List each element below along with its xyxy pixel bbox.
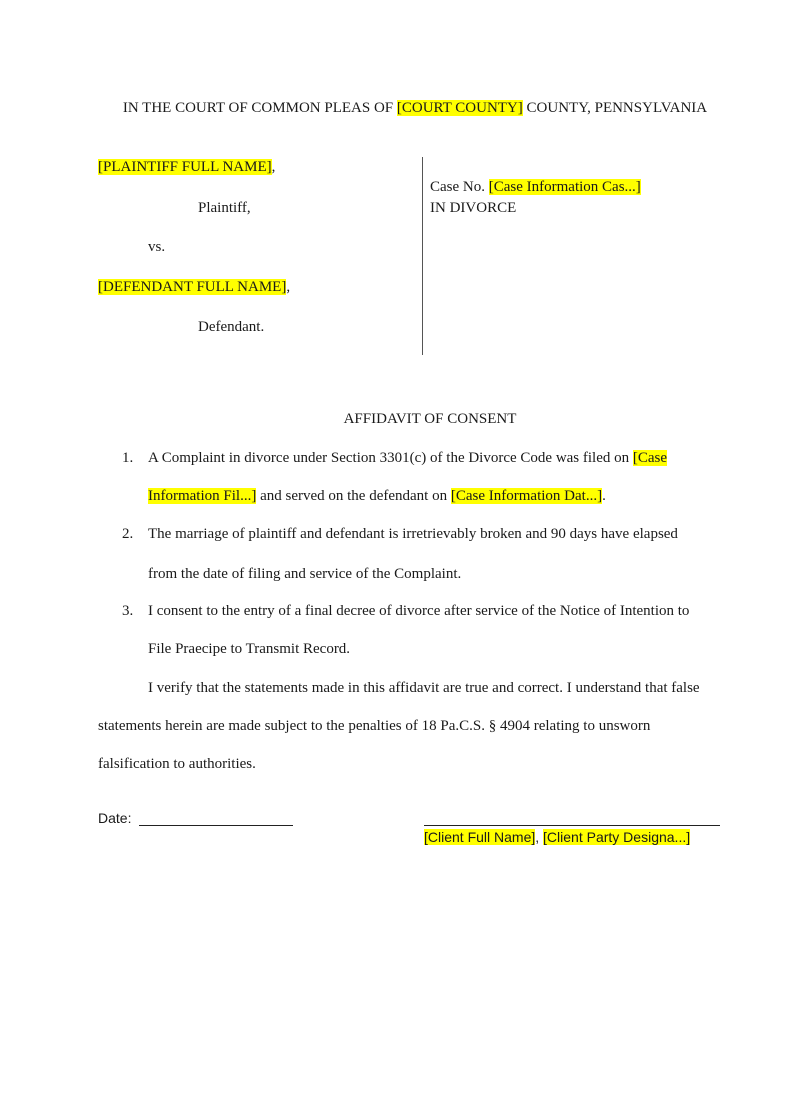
item-1-line-2	[148, 486, 606, 506]
court-prefix: IN THE COURT OF COMMON PLEAS OF	[122, 100, 397, 116]
defendant-label: Defendant.	[198, 319, 265, 335]
client-name-field[interactable]: [Client Full Name]	[424, 829, 536, 845]
item-2-line-2: from the date of filing and service of the Complaint.	[148, 566, 462, 582]
plaintiff-line	[98, 157, 275, 177]
item-3-number: 3.	[122, 603, 134, 619]
verification-line-2: statements herein are made subject to the penalties of 18 Pa.C.S. § 4904 relating to unsworn	[98, 718, 651, 734]
item-1-number: 1.	[122, 450, 134, 466]
caption-divider	[422, 157, 423, 355]
client-signature-caption	[424, 827, 690, 847]
defendant-name-field[interactable]: [DEFENDANT FULL NAME]	[98, 279, 287, 295]
court-county-field[interactable]: [COURT COUNTY]	[396, 100, 523, 116]
item-3-line-1: I consent to the entry of a final decree of divorce after service of the Notice of Intention to	[148, 603, 690, 619]
item-1-period: .	[602, 488, 606, 504]
filed-date-field-part2[interactable]: Information Fil...]	[148, 488, 257, 504]
case-number-field[interactable]: [Case Information Cas...]	[488, 179, 641, 195]
client-party-field[interactable]: [Client Party Designa...]	[543, 829, 691, 845]
case-number-line	[430, 177, 641, 197]
versus-label: vs.	[148, 239, 166, 255]
case-number-label: Case No.	[430, 179, 489, 195]
verification-line-1: I verify that the statements made in this affidavit are true and correct. I understand that false	[148, 680, 700, 696]
date-label: Date:	[98, 810, 132, 826]
filed-date-field-part1[interactable]: [Case	[632, 450, 668, 466]
court-header	[0, 98, 800, 118]
plaintiff-name-field[interactable]: [PLAINTIFF FULL NAME]	[98, 159, 272, 175]
served-date-field[interactable]: [Case Information Dat...]	[450, 488, 603, 504]
item-2-number: 2.	[122, 526, 134, 542]
client-signature-line[interactable]	[424, 825, 720, 826]
in-divorce-label: IN DIVORCE	[430, 200, 517, 216]
verification-line-3: falsification to authorities.	[98, 756, 256, 772]
date-signature-line[interactable]	[139, 825, 293, 826]
item-2-line-1: The marriage of plaintiff and defendant is irretrievably broken and 90 days have elapsed	[148, 526, 678, 542]
document-title: AFFIDAVIT OF CONSENT	[343, 411, 517, 427]
defendant-line	[98, 277, 290, 297]
item-1-text: A Complaint in divorce under Section 3301(c) of the Divorce Code was filed on	[148, 450, 633, 466]
defendant-comma: ,	[286, 279, 291, 295]
plaintiff-label: Plaintiff,	[198, 200, 251, 216]
item-1-mid-text: and served on the defendant on	[256, 488, 451, 504]
plaintiff-comma: ,	[271, 159, 276, 175]
item-3-line-2: File Praecipe to Transmit Record.	[148, 641, 351, 657]
client-separator: ,	[535, 829, 544, 845]
court-suffix: COUNTY, PENNSYLVANIA	[522, 100, 708, 116]
item-1-line-1	[148, 448, 667, 468]
